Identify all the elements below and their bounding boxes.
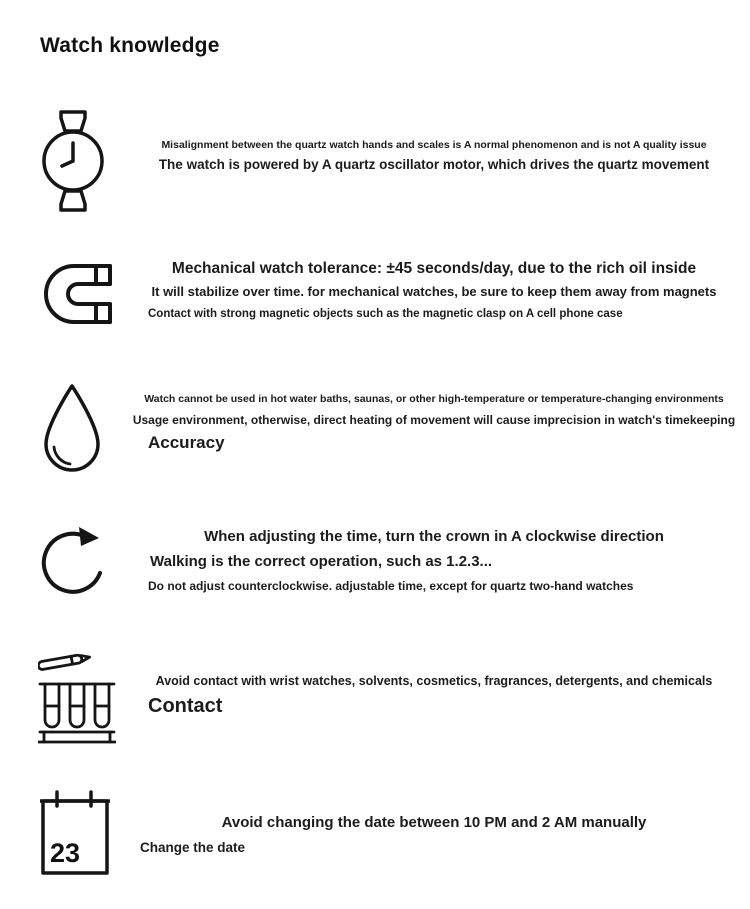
quartz-main-text: The watch is powered by A quartz oscillator motor, which drives the quartz movement <box>158 157 710 173</box>
date-main-text: Avoid changing the date between 10 PM and 2 AM manually <box>221 814 647 831</box>
contact-heading: Contact <box>148 695 223 718</box>
calendar-day-number: 23 <box>49 838 81 868</box>
chemical-text-block <box>130 675 738 717</box>
crown-main-text: When adjusting the time, turn the crown in A clockwise direction <box>204 528 664 545</box>
magnet-sub-text: It will stabilize over time. for mechanical watches, be sure to keep them away from magnets <box>151 284 717 300</box>
magnet-text-block <box>130 261 738 320</box>
quartz-note-text: Misalignment between the quartz watch hands and scales is A normal phenomenon and is not A quality issue <box>161 139 707 151</box>
clockwise-arrow-icon <box>40 526 106 604</box>
quartz-text-block <box>130 140 738 172</box>
magnet-note-text: Contact with strong magnetic objects such as the magnetic clasp on A cell phone case <box>148 307 623 320</box>
page-title: Watch knowledge <box>40 34 220 57</box>
test-tubes-icon <box>38 648 116 750</box>
water-sub-text: Usage environment, otherwise, direct heating of movement will cause imprecision in watch's timekeeping <box>132 413 736 428</box>
watch-icon <box>42 110 104 212</box>
crown-text-block <box>130 529 738 592</box>
chemical-sub-text: Avoid contact with wrist watches, solvents, cosmetics, fragrances, detergents, and chemicals <box>155 674 713 688</box>
magnet-icon <box>40 263 112 325</box>
water-drop-icon <box>42 383 102 478</box>
calendar-icon <box>40 790 110 876</box>
water-note-text: Watch cannot be used in hot water baths, saunas, or other high-temperature or temperature-changing environments <box>144 393 724 405</box>
magnet-main-text: Mechanical watch tolerance: ±45 seconds/day, due to the rich oil inside <box>171 260 697 277</box>
accuracy-heading: Accuracy <box>148 432 225 452</box>
change-date-heading: Change the date <box>140 839 246 855</box>
date-text-block <box>130 815 738 855</box>
accuracy-text-block <box>130 394 738 451</box>
crown-sub-text: Walking is the correct operation, such as 1.2.3... <box>150 552 493 570</box>
crown-note-text: Do not adjust counterclockwise. adjustable time, except for quartz two-hand watches <box>148 578 634 593</box>
